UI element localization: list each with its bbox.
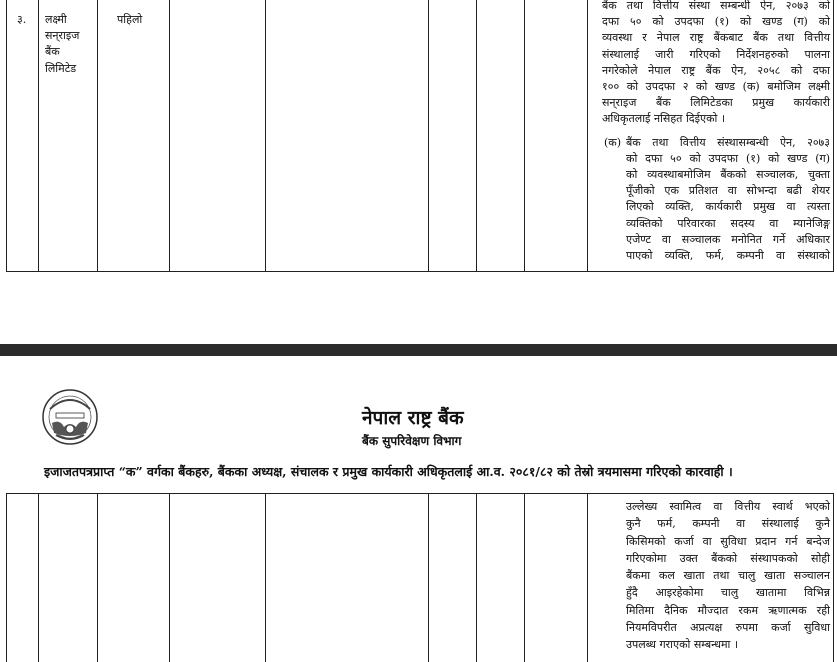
column-divider [524,494,525,662]
column-divider [587,0,588,271]
sub-clause: (क) बैंक तथा वित्तीय संस्थासम्बन्धी ऐन, २०७३ को दफा ५० को उपदफा (१) को खण्ड (ग) को व्यवस्थाबमोजिम बैंकको सञ्चालक, चुक्ता पूँजीको एक प्रतिशत वा सोभन्दा बढी शेयर लिएको व्यक्ति, कार्यकारी प्रमुख वा त्यस्ता व्यक्तिको परिवारका सदस्य वा म्यानेजिङ्ग एजेण्ट वा सञ्चालक मनोनित गर्ने अधिकार पाएको व्यक्ति, फर्म, कम्पनी वा संस्थाको [604,135,830,263]
column-divider [97,494,98,662]
page-separator [0,344,837,356]
column-divider [38,0,39,271]
serial-number: ३. [17,13,27,26]
column-divider [587,494,588,662]
report-heading: इजाजतपत्रप्राप्त “क” वर्गका बैंकहरु, बैंकका अध्यक्ष, संचालक र प्रमुख कार्यकारी अधिकृतलाई आ.व. २०८१/८२ को तेस्रो त्रयमासमा गरिएको कारवाही । [44,464,733,479]
page-title: नेपाल राष्ट्र बैंक [362,407,464,429]
column-divider [476,494,477,662]
table-row-bottom [6,493,834,662]
column-divider [428,0,429,271]
department-subtitle: बैंक सुपरिवेक्षण विभाग [362,434,462,448]
clause-marker: (क) [604,135,622,149]
column-divider [169,494,170,662]
column-divider [97,0,98,271]
column-divider [476,0,477,271]
action-description: बैंक तथा वित्तीय संस्था सम्बन्धी ऐन, २०७३ को दफा ५० को उपदफा (१) को खण्ड (ग) को व्यवस्था र नेपाल राष्ट्र बैंकबाट बैंक तथा वित्तीय संस्थालाई जारी गरिएको निर्देशनहरुको पालना नगरेकोले नेपाल राष्ट्र बैंक ऐन, २०५८ को दफा १०० को उपदफा २ को खण्ड (क) बमोजिम लक्ष्मी सन्‌राइज बैंक लिमिटेडका प्रमुख कार्यकारी अधिकृतलाई नसिहत दिईएको । (क) बैंक तथा वित्तीय संस्थासम्बन्धी ऐन, २०७३ को दफा ५० को उपदफा (१) को खण्ड (ग) को व्यवस्थाबमोजिम बैंकको सञ्चालक, चुक्ता पूँजीको एक प्रतिशत वा सोभन्दा बढी शेयर लिएको व्यक्ति, कार्यकारी प्रमुख वा त्यस्ता व्यक्तिको परिवारका सदस्य वा म्यानेजिङ्ग एजेण्ट वा सञ्चालक मनोनित गर्ने अधिकार पाएको व्यक्ति, फर्म, कम्पनी वा संस्थाको [602,0,830,264]
column-divider [169,0,170,271]
action-description-continued: उल्लेख्य स्वामित्व वा वित्तीय स्वार्थ भएको कुनै फर्म, कम्पनी वा संस्थालाई कुनै किसिमको कर्जा वा सुविधा प्रदान गर्न बन्देज गरिएकोमा उक्त बैंकको संस्थापकको सोही बैंकमा कल खाता तथा चालु खाता सञ्चालन हुँदै आइरहेकोमा चालु खातामा विभिन्न मितिमा दैनिक मौज्दात रकम ऋणात्मक रही नियमविपरीत अप्रत्यक्ष रुपमा कर्जा सुविधा उपलब्ध गराएको सम्बन्धमा । [626,500,830,652]
nrb-seal-logo [42,389,98,445]
column-divider [265,0,266,271]
column-divider [265,494,266,662]
table-row-top [6,0,834,272]
column-divider [524,0,525,271]
column-divider [38,494,39,662]
frequency: पहिलो [117,13,143,26]
bank-name: लक्ष्मी सन्‌राइज बैंक लिमिटेड [45,13,80,75]
column-divider [428,494,429,662]
